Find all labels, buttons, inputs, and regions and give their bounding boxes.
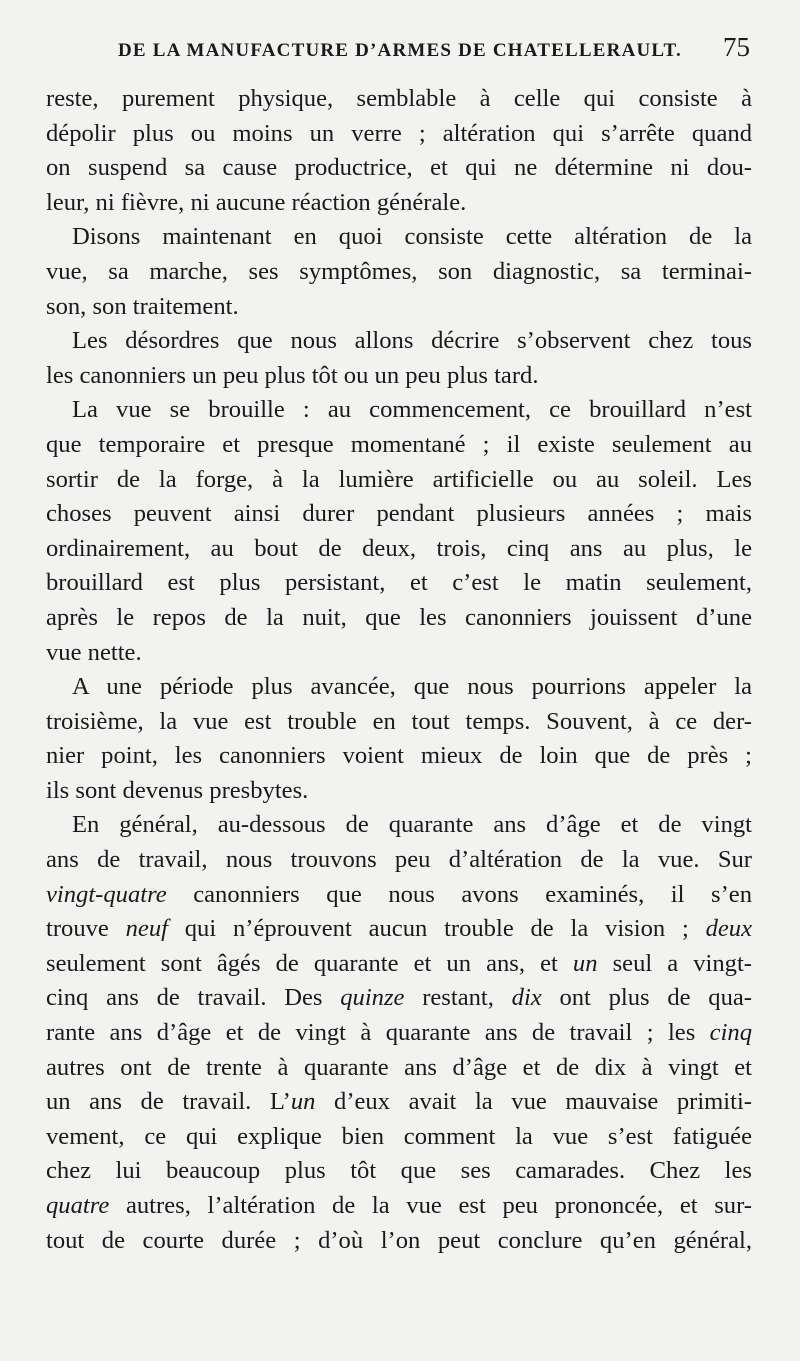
- text-line: Les désordres que nous allons décrire s’observent chez tous: [72, 327, 752, 355]
- text-run: un ans de travail. L’: [46, 1088, 291, 1116]
- text-run: qui n’éprouvent aucun trouble de la vision ;: [167, 915, 706, 943]
- text-line: brouillard est plus persistant, et c’est le matin seulement,: [46, 569, 752, 597]
- text-line: choses peuvent ainsi durer pendant plusieurs années ; mais: [46, 500, 752, 528]
- text-run: ont plus de qua-: [541, 984, 752, 1012]
- italic-word: dix: [511, 984, 542, 1012]
- text-run: rante ans d’âge et de vingt à quarante ans de travail ; les: [46, 1019, 710, 1047]
- text-line: [46, 1016, 752, 1051]
- text-line: les canonniers un peu plus tôt ou un peu plus tard.: [46, 361, 539, 389]
- italic-word: vingt-quatre: [46, 880, 167, 908]
- text-run: d’eux avait la vue mauvaise primiti-: [315, 1088, 752, 1116]
- italic-word: un: [572, 949, 598, 977]
- text-line: vement, ce qui explique bien comment la vue s’est fatiguée: [46, 1122, 752, 1150]
- text-line: Disons maintenant en quoi consiste cette altération de la: [72, 223, 752, 251]
- text-line: son, son traitement.: [46, 292, 239, 320]
- text-run: autres, l’altération de la vue est peu prononcée, et sur-: [109, 1192, 752, 1219]
- page-header: [46, 32, 752, 72]
- text-run: cinq ans de travail. Des: [46, 984, 341, 1012]
- text-line: tout de courte durée ; d’où l’on peut conclure qu’en général,: [46, 1226, 752, 1254]
- text-line: vue, sa marche, ses symptômes, son diagnostic, sa terminai-: [46, 257, 752, 285]
- italic-word: cinq: [709, 1019, 752, 1047]
- text-line: autres ont de trente à quarante ans d’âge et de dix à vingt et: [46, 1053, 752, 1081]
- text-line: [46, 912, 752, 947]
- italic-word: un: [290, 1088, 316, 1116]
- text-run: trouve: [46, 915, 126, 943]
- text-run: canonniers que nous avons examinés, il s’en: [166, 880, 752, 908]
- running-head: DE LA MANUFACTURE D’ARMES DE CHATELLERAULT.: [118, 40, 682, 61]
- italic-word: neuf: [125, 915, 168, 943]
- body-text: [46, 82, 752, 1258]
- italic-word: deux: [705, 915, 752, 943]
- text-line: sortir de la forge, à la lumière artificielle ou au soleil. Les: [46, 465, 752, 493]
- text-line: reste, purement physique, semblable à celle qui consiste à: [46, 85, 752, 112]
- text-line: ils sont devenus presbytes.: [46, 776, 309, 804]
- text-line: En général, au-dessous de quarante ans d’âge et de vingt: [72, 811, 752, 839]
- text-line: vue nette.: [46, 638, 142, 666]
- text-line: ans de travail, nous trouvons peu d’altération de la vue. Sur: [46, 846, 752, 874]
- text-line: A une période plus avancée, que nous pourrions appeler la: [72, 673, 752, 701]
- page-number: 75: [723, 32, 750, 62]
- text-line: que temporaire et presque momentané ; il existe seulement au: [46, 430, 752, 458]
- italic-word: quinze: [340, 984, 405, 1012]
- text-line: [46, 981, 752, 1016]
- text-line: [46, 878, 752, 913]
- text-line: on suspend sa cause productrice, et qui ne détermine ni dou-: [46, 154, 752, 182]
- text-line: [46, 1189, 752, 1224]
- text-run: restant,: [404, 984, 512, 1012]
- text-line: ordinairement, au bout de deux, trois, cinq ans au plus, le: [46, 534, 752, 562]
- text-line: troisième, la vue est trouble en tout temps. Souvent, à ce der-: [46, 707, 752, 735]
- text-line: chez lui beaucoup plus tôt que ses camarades. Chez les: [46, 1157, 752, 1185]
- text-line: leur, ni fièvre, ni aucune réaction générale.: [46, 188, 467, 216]
- text-line: dépolir plus ou moins un verre ; altération qui s’arrête quand: [46, 119, 752, 147]
- text-run: seul a vingt-: [597, 949, 752, 977]
- text-line: après le repos de la nuit, que les canonniers jouissent d’une: [46, 603, 752, 631]
- text-line: nier point, les canonniers voient mieux de loin que de près ;: [46, 742, 752, 770]
- text-run: seulement sont âgés de quarante et un ans, et: [46, 949, 573, 977]
- text-line: La vue se brouille : au commencement, ce brouillard n’est: [72, 396, 752, 424]
- text-line: [46, 947, 752, 982]
- italic-word: quatre: [46, 1192, 110, 1219]
- text-line: [46, 1085, 752, 1120]
